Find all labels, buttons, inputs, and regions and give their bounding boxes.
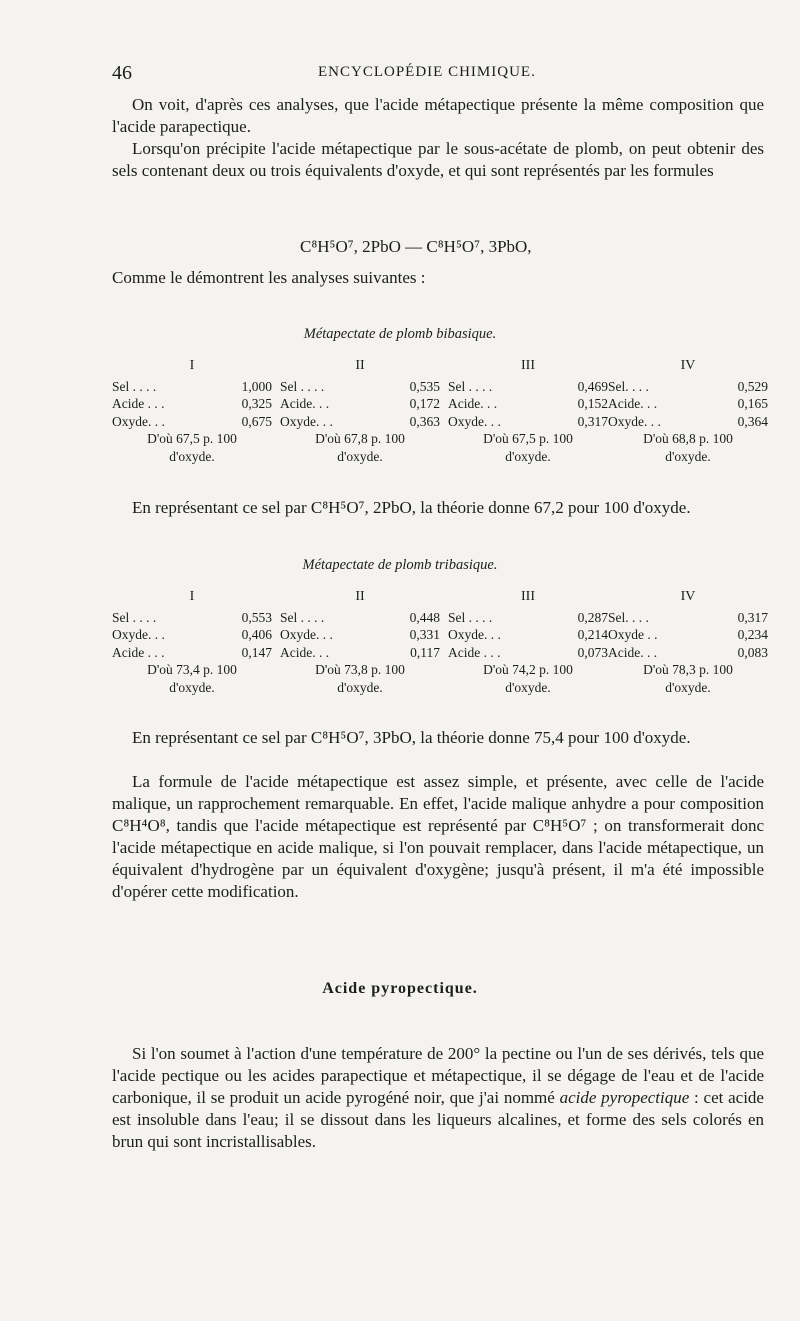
analysis-row bbox=[112, 644, 272, 662]
row-label: Oxyde. . . bbox=[112, 627, 165, 642]
row-value: 0,535 bbox=[409, 378, 440, 394]
row-label: Sel . . . . bbox=[112, 609, 157, 625]
row-label: Acide . . . bbox=[112, 396, 165, 411]
analysis-row bbox=[112, 626, 272, 644]
text-before: Si l'on soumet à l'action d'une température de 200° la pectine ou l'un de ses dérivés, tels que l'acide pectique ou les acides parapectique et métapectique, il se dégage de l'eau et de l'acide carbonique, il se produit un acide pyrogéné noir, que j'ai nommé bbox=[112, 1044, 764, 1107]
row-value: 0,406 bbox=[241, 627, 272, 642]
table1-column-1 bbox=[112, 357, 272, 465]
row-label: Oxyde. . . bbox=[448, 627, 501, 642]
row-value: 0,364 bbox=[737, 413, 768, 429]
row-value: 0,214 bbox=[577, 627, 608, 642]
column-note2: d'oxyde. bbox=[337, 448, 383, 464]
analysis-row bbox=[608, 378, 768, 396]
analysis-row bbox=[112, 609, 272, 627]
row-value: 0,234 bbox=[737, 627, 768, 642]
analysis-row bbox=[280, 378, 440, 396]
row-label: Sel . . . . bbox=[448, 609, 493, 625]
row-value: 0,317 bbox=[737, 609, 768, 625]
row-value: 0,165 bbox=[737, 396, 768, 411]
row-label: Oxyde . . bbox=[608, 627, 658, 642]
row-label: Acide . . . bbox=[448, 644, 501, 660]
row-value: 0,363 bbox=[409, 413, 440, 429]
row-value: 0,529 bbox=[737, 378, 768, 394]
row-value: 0,448 bbox=[409, 609, 440, 625]
column-number: I bbox=[189, 589, 195, 604]
analysis-row bbox=[448, 644, 608, 662]
row-label: Oxyde. . . bbox=[448, 413, 501, 429]
paragraph-theory-1: En représentant ce sel par C⁸H⁵O⁷, 2PbO, la théorie donne 67,2 pour 100 d'oxyde. bbox=[132, 498, 691, 517]
column-number: IV bbox=[680, 589, 696, 604]
column-note1: D'où 73,8 p. 100 bbox=[315, 662, 405, 677]
column-note2: d'oxyde. bbox=[665, 679, 711, 695]
row-label: Acide. . . bbox=[608, 396, 658, 411]
analysis-row bbox=[448, 626, 608, 644]
analysis-row bbox=[608, 644, 768, 662]
paragraph-intro-2: Lorsqu'on précipite l'acide métapectique par le sous-acétate de plomb, on peut obtenir des sels contenant deux ou trois équivalents d'oxyde, et qui sont représentés par les formules bbox=[112, 139, 764, 180]
column-note1: D'où 67,8 p. 100 bbox=[315, 431, 405, 446]
table2-caption: Métapectate de plomb tribasique. bbox=[302, 557, 498, 573]
row-value: 0,147 bbox=[241, 644, 272, 660]
paragraph-malic: La formule de l'acide métapectique est assez simple, et présente, avec celle de l'acide malique, un rapprochement remarquable. En effet, l'acide malique anhydre a pour composition C⁸H⁴O⁸, tandis que l'acide métapectique est représenté par C⁸H⁵O⁷ ; on transformerait donc l'acide métapectique en acide malique, si l'on pouvait remplacer, dans l'acide métapectique, un équivalent d'hydrogène par un équivalent d'oxygène; jusqu'à présent, il m'a été impossible d'opérer cette modification. bbox=[112, 772, 764, 901]
row-label: Acide. . . bbox=[280, 396, 330, 411]
column-note1: D'où 67,5 p. 100 bbox=[483, 431, 573, 446]
row-label: Oxyde. . . bbox=[608, 413, 661, 429]
analysis-row bbox=[608, 609, 768, 627]
row-label: Sel . . . . bbox=[112, 378, 157, 394]
column-note1: D'où 68,8 p. 100 bbox=[643, 431, 733, 446]
running-head: ENCYCLOPÉDIE CHIMIQUE. bbox=[318, 64, 536, 80]
paragraph-pyropectic bbox=[112, 1043, 764, 1153]
row-label: Acide. . . bbox=[608, 644, 658, 660]
column-note2: d'oxyde. bbox=[505, 679, 551, 695]
row-value: 1,000 bbox=[241, 378, 272, 394]
paragraph-intro-1: On voit, d'après ces analyses, que l'acide métapectique présente la même composition que l'acide parapectique. bbox=[112, 95, 764, 136]
row-value: 0,152 bbox=[577, 396, 608, 411]
column-note2: d'oxyde. bbox=[337, 679, 383, 695]
row-label: Sel. . . . bbox=[608, 609, 649, 625]
analysis-row bbox=[280, 395, 440, 413]
row-value: 0,325 bbox=[241, 396, 272, 411]
table1-column-3 bbox=[448, 357, 608, 465]
analysis-row bbox=[608, 413, 768, 431]
row-value: 0,172 bbox=[409, 396, 440, 411]
row-label: Oxyde. . . bbox=[280, 413, 333, 429]
column-note1: D'où 73,4 p. 100 bbox=[147, 662, 237, 677]
row-value: 0,117 bbox=[410, 644, 440, 660]
table2-column-4 bbox=[608, 588, 768, 696]
row-label: Oxyde. . . bbox=[112, 413, 165, 429]
analysis-row bbox=[608, 626, 768, 644]
text-after: : cet acide est insoluble dans l'eau; il se dissout dans les liqueurs alcalines, et forme des sels colorés en brun qui sont incristallisables. bbox=[112, 1088, 764, 1151]
column-note2: d'oxyde. bbox=[665, 448, 711, 464]
analysis-row bbox=[448, 413, 608, 431]
table2-column-3 bbox=[448, 588, 608, 696]
formula-line: C⁸H⁵O⁷, 2PbO — C⁸H⁵O⁷, 3PbO, bbox=[300, 237, 532, 256]
row-value: 0,331 bbox=[409, 627, 440, 642]
column-number: I bbox=[189, 358, 195, 373]
column-note1: D'où 74,2 p. 100 bbox=[483, 662, 573, 677]
table2-column-1 bbox=[112, 588, 272, 696]
row-value: 0,553 bbox=[241, 609, 272, 625]
row-label: Acide. . . bbox=[280, 644, 330, 660]
row-value: 0,675 bbox=[241, 413, 272, 429]
paragraph-theory-2: En représentant ce sel par C⁸H⁵O⁷, 3PbO, la théorie donne 75,4 pour 100 d'oxyde. bbox=[132, 728, 691, 747]
row-label: Acide. . . bbox=[448, 396, 498, 411]
table1-caption: Métapectate de plomb bibasique. bbox=[303, 326, 497, 342]
column-number: III bbox=[521, 358, 535, 373]
row-label: Sel . . . . bbox=[448, 378, 493, 394]
row-value: 0,317 bbox=[577, 413, 608, 429]
column-note2: d'oxyde. bbox=[169, 679, 215, 695]
column-note1: D'où 67,5 p. 100 bbox=[147, 431, 237, 446]
row-value: 0,083 bbox=[737, 644, 768, 660]
term-acide-pyropectique: acide pyropectique bbox=[559, 1088, 690, 1107]
column-number: III bbox=[521, 589, 535, 604]
table1-column-4 bbox=[608, 357, 768, 465]
analysis-row bbox=[112, 378, 272, 396]
analysis-row bbox=[608, 395, 768, 413]
analysis-row bbox=[448, 609, 608, 627]
column-note2: d'oxyde. bbox=[169, 448, 215, 464]
row-value: 0,287 bbox=[577, 609, 608, 625]
column-note2: d'oxyde. bbox=[505, 448, 551, 464]
section-title: Acide pyropectique. bbox=[322, 980, 478, 997]
page-number: 46 bbox=[112, 62, 132, 84]
row-label: Acide . . . bbox=[112, 644, 165, 660]
row-value: 0,073 bbox=[577, 644, 608, 660]
paragraph-intro-3: Comme le démontrent les analyses suivantes : bbox=[112, 268, 426, 287]
analysis-row bbox=[280, 644, 440, 662]
row-label: Oxyde. . . bbox=[280, 627, 333, 642]
column-number: IV bbox=[680, 358, 696, 373]
row-label: Sel . . . . bbox=[280, 609, 325, 625]
analysis-row bbox=[112, 395, 272, 413]
analysis-row bbox=[280, 626, 440, 644]
row-value: 0,469 bbox=[577, 378, 608, 394]
analysis-row bbox=[112, 413, 272, 431]
row-label: Sel . . . . bbox=[280, 378, 325, 394]
analysis-row bbox=[280, 609, 440, 627]
column-number: II bbox=[355, 358, 365, 373]
table2-column-2 bbox=[280, 588, 440, 696]
table1-column-2 bbox=[280, 357, 440, 465]
analysis-row bbox=[448, 378, 608, 396]
column-number: II bbox=[355, 589, 365, 604]
analysis-row bbox=[280, 413, 440, 431]
row-label: Sel. . . . bbox=[608, 378, 649, 394]
column-note1: D'où 78,3 p. 100 bbox=[643, 662, 733, 677]
analysis-row bbox=[448, 395, 608, 413]
